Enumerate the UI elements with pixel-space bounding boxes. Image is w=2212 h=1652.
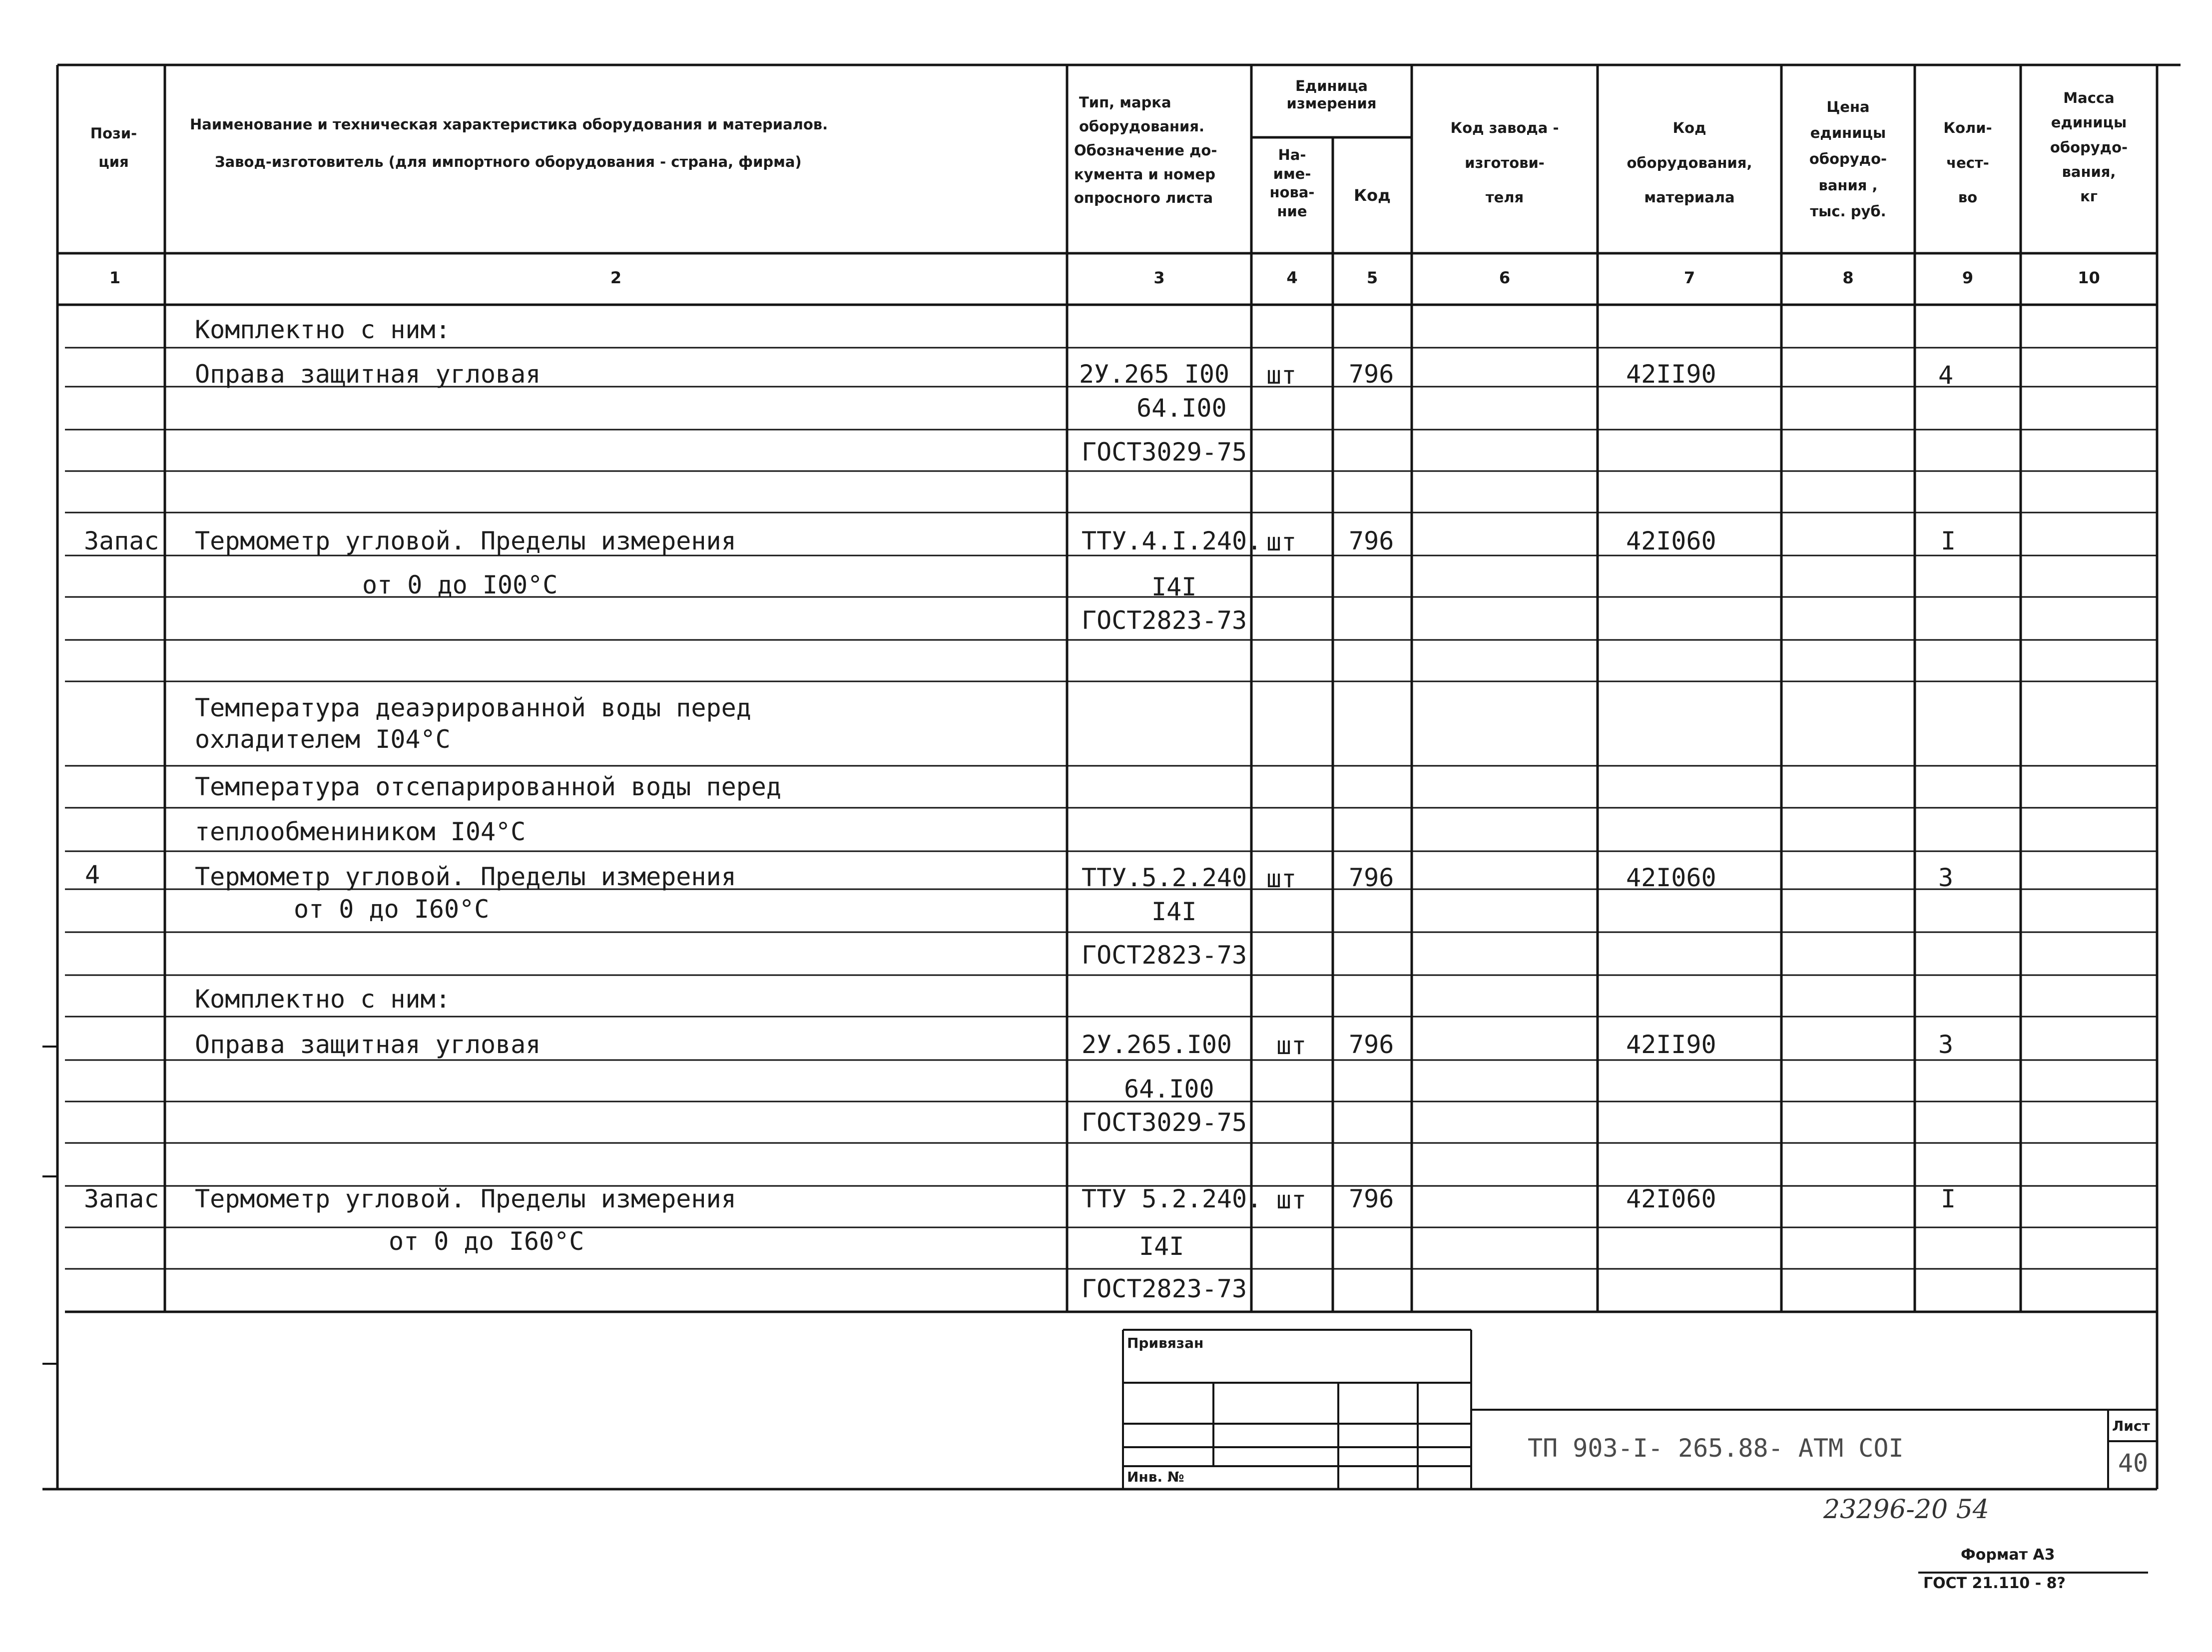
header-unit-price-line2: единицы	[1810, 124, 1886, 142]
stamp-sheet-number: 40	[2118, 1449, 2149, 1478]
row-unit: шт	[1276, 1031, 1307, 1060]
header-factory-code-line3: теля	[1485, 189, 1524, 206]
header-position	[65, 125, 162, 171]
column-number: 6	[1499, 268, 1511, 287]
row-type: ГОСТ3029-75	[1082, 438, 1247, 467]
header-unit-mass-line1: Масса	[2063, 89, 2115, 106]
header-unit-mass	[2021, 86, 2157, 209]
row-name: Температура отсепарированной воды перед	[195, 772, 781, 801]
row-quantity: 4	[1938, 361, 1954, 390]
header-type-line2: оборудования.	[1079, 117, 1205, 135]
row-name: от 0 до I60°С	[389, 1227, 584, 1256]
header-unit-price-line5: тыс. руб.	[1810, 202, 1886, 220]
header-type-line4: кумента и номер	[1074, 165, 1215, 183]
header-type-line1: Тип, марка	[1079, 94, 1171, 111]
row-position: Запас	[84, 527, 159, 555]
header-unit-mass-line2: единицы	[2051, 114, 2127, 131]
row-type: 2У.265 I00	[1079, 360, 1230, 389]
header-unit-mass-line4: вания,	[2062, 163, 2116, 180]
row-type: I4I	[1139, 1232, 1184, 1261]
row-equipment-code: 42I060	[1626, 863, 1716, 892]
header-unit-name-line3: нова-	[1269, 184, 1315, 201]
row-type: ТТУ.4.I.240.	[1082, 527, 1262, 555]
column-number: 9	[1962, 268, 1974, 287]
row-type: I4I	[1151, 572, 1197, 601]
header-equipment-code	[1598, 111, 1781, 215]
row-unit: шт	[1266, 528, 1297, 556]
header-position-line1: Пози-	[90, 125, 137, 142]
row-name: теплообмениником I04°С	[195, 817, 526, 846]
row-type: ГОСТ2823-73	[1082, 1274, 1247, 1303]
row-name: Оправа защитная угловая	[195, 360, 541, 389]
header-unit-line2: измерения	[1286, 94, 1377, 112]
column-number: 2	[610, 268, 622, 287]
column-number: 4	[1286, 268, 1298, 287]
row-type: ГОСТ2823-73	[1082, 606, 1247, 635]
row-type: ГОСТ3029-75	[1082, 1108, 1247, 1137]
column-number: 10	[2078, 268, 2100, 287]
header-type-line5: опросного листа	[1074, 189, 1213, 207]
row-name: Термометр угловой. Пределы измерения	[195, 1184, 736, 1213]
row-type: ТТУ.5.2.240	[1082, 863, 1247, 892]
header-unit-name	[1251, 146, 1333, 221]
row-name: от 0 до I00°С	[362, 570, 558, 599]
format-label: Формат А3	[1961, 1546, 2055, 1564]
header-unit-line1: Единица	[1295, 77, 1368, 94]
row-quantity: 3	[1938, 1030, 1954, 1059]
header-unit-code: Код	[1354, 186, 1391, 205]
header-unit-name-line4: ние	[1277, 203, 1307, 220]
stamp-inventory-label: Инв. №	[1127, 1469, 1184, 1485]
header-factory-code-line1: Код завода -	[1450, 119, 1559, 136]
row-type: 64.I00	[1136, 394, 1227, 423]
row-name: Термометр угловой. Пределы измерения	[195, 862, 736, 891]
row-name: Оправа защитная угловая	[195, 1030, 541, 1059]
row-type: ТТУ 5.2.240.	[1082, 1184, 1262, 1213]
row-unit: шт	[1266, 361, 1297, 390]
column-number: 8	[1842, 268, 1854, 287]
stamp-bound-label: Привязан	[1127, 1335, 1204, 1351]
header-name-line2: Завод-изготовитель (для импортного оборудования - страна, фирма)	[215, 153, 802, 170]
header-unit-price-line4: вания ,	[1818, 176, 1878, 194]
row-equipment-code: 42II90	[1626, 1030, 1716, 1059]
row-equipment-code: 42I060	[1626, 527, 1716, 555]
header-unit-mass-line3: оборудо-	[2050, 138, 2128, 156]
header-position-line2: ция	[98, 153, 129, 170]
archive-number: 23296-20 54	[1823, 1495, 1989, 1525]
header-unit-price	[1781, 94, 1915, 224]
header-factory-code	[1412, 111, 1598, 215]
row-unit: шт	[1266, 864, 1297, 893]
row-type: ГОСТ2823-73	[1082, 941, 1247, 970]
row-quantity: I	[1941, 1184, 1956, 1213]
stamp-document-code: ТП 903-I- 265.88- АТМ COI	[1528, 1434, 1904, 1463]
row-type: 2У.265.I00	[1082, 1030, 1232, 1059]
row-name: охладителем I04°С	[195, 725, 451, 754]
row-unit-code: 796	[1349, 527, 1394, 555]
header-quantity-line1: Коли-	[1943, 119, 1992, 136]
column-number: 7	[1683, 268, 1695, 287]
header-type-line3: Обозначение до-	[1074, 141, 1217, 159]
row-name: Термометр угловой. Пределы измерения	[195, 527, 736, 555]
header-equipment-code-line3: материала	[1644, 189, 1735, 206]
header-quantity	[1915, 111, 2021, 215]
row-name: Комплектно с ним:	[195, 315, 451, 344]
header-unit-name-line1: На-	[1278, 146, 1306, 163]
row-name: Комплектно с ним:	[195, 985, 451, 1014]
row-unit-code: 796	[1349, 1184, 1394, 1213]
header-factory-code-line2: изготови-	[1465, 154, 1545, 171]
header-unit-mass-line5: кг	[2080, 188, 2098, 205]
column-number: 5	[1366, 268, 1378, 287]
row-equipment-code: 42II90	[1626, 360, 1716, 389]
header-unit-name-line2: име-	[1273, 165, 1311, 182]
column-number: 1	[109, 268, 121, 287]
column-number: 3	[1153, 268, 1165, 287]
stamp-sheet-label: Лист	[2112, 1418, 2150, 1434]
header-type	[1069, 91, 1251, 210]
row-type: 64.I00	[1124, 1075, 1214, 1103]
header-name-line1: Наименование и техническая характеристика оборудования и материалов.	[190, 116, 828, 133]
row-equipment-code: 42I060	[1626, 1184, 1716, 1213]
gost-label: ГОСТ 21.110 - 8?	[1923, 1575, 2066, 1592]
header-unit-price-line1: Цена	[1826, 98, 1870, 115]
row-name: от 0 до I60°С	[294, 895, 490, 924]
row-type: I4I	[1151, 897, 1197, 926]
header-unit	[1251, 77, 1412, 112]
row-unit: шт	[1276, 1185, 1307, 1214]
header-equipment-code-line2: оборудования,	[1627, 154, 1752, 171]
row-unit-code: 796	[1349, 1030, 1394, 1059]
header-equipment-code-line1: Код	[1672, 119, 1706, 136]
row-unit-code: 796	[1349, 863, 1394, 892]
row-quantity: 3	[1938, 863, 1954, 892]
row-unit-code: 796	[1349, 360, 1394, 389]
header-unit-price-line3: оборудо-	[1809, 150, 1887, 168]
row-name: Температура деаэрированной воды перед	[195, 693, 751, 722]
header-name	[190, 116, 828, 171]
header-quantity-line2: чест-	[1946, 154, 1989, 171]
row-position: Запас	[84, 1184, 159, 1213]
row-position: 4	[85, 860, 100, 889]
row-quantity: I	[1941, 527, 1956, 555]
header-quantity-line3: во	[1958, 189, 1978, 206]
